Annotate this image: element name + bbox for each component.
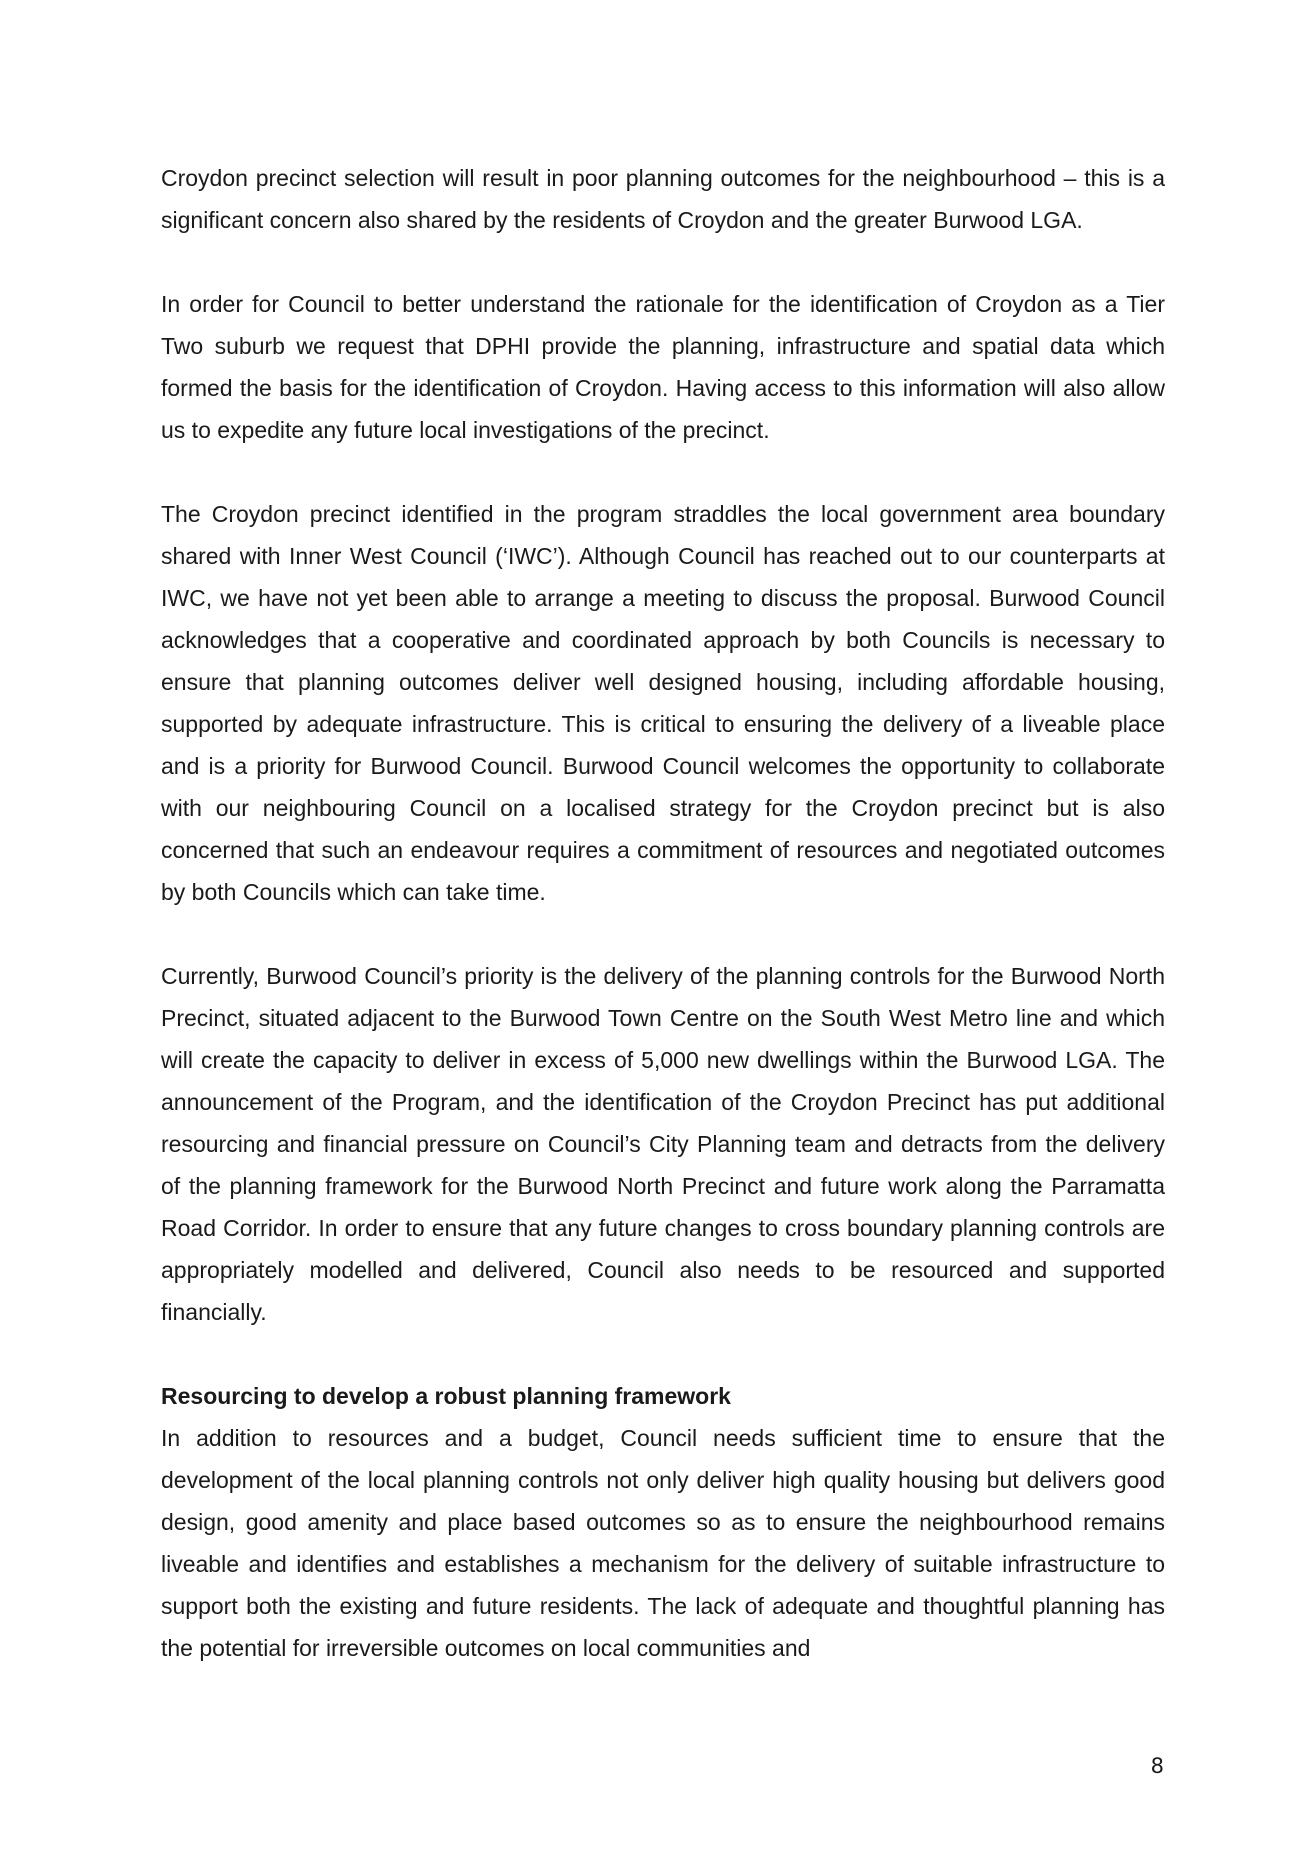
document-body (161, 157, 1165, 1669)
paragraph-croydon-selection: Croydon precinct selection will result in poor planning outcomes for the neighbourhood – this is a significant concern also shared by the residents of Croydon and the greater Burwood LGA. (161, 165, 1165, 233)
section-heading: Resourcing to develop a robust planning framework (161, 1383, 731, 1409)
paragraph-council-priority: Currently, Burwood Council’s priority is the delivery of the planning controls for the Burwood North Precinct, situated adjacent to the Burwood Town Centre on the South West Metro line and which will create the capacity to deliver in excess of 5,000 new dwellings within the Burwood LGA. The announcement of the Program, and the identification of the Croydon Precinct has put additional resourcing and financial pressure on Council’s City Planning team and detracts from the delivery of the planning framework for the Burwood North Precinct and future work along the Parramatta Road Corridor. In order to ensure that any future changes to cross boundary planning controls are appropriately modelled and delivered, Council also needs to be resourced and supported financially. (161, 963, 1165, 1325)
paragraph-gap (161, 241, 1165, 283)
paragraph-gap (161, 913, 1165, 955)
page-number: 8 (1150, 1754, 1164, 1778)
paragraph-cross-boundary: The Croydon precinct identified in the program straddles the local government area boundary shared with Inner West Council (‘IWC’). Although Council has reached out to our counterparts at IWC, we have not yet been able to arrange a meeting to discuss the proposal. Burwood Council acknowledges that a cooperative and coordinated approach by both Councils is necessary to ensure that planning outcomes deliver well designed housing, including affordable housing, supported by adequate infrastructure. This is critical to ensuring the delivery of a liveable place and is a priority for Burwood Council. Burwood Council welcomes the opportunity to collaborate with our neighbouring Council on a localised strategy for the Croydon precinct but is also concerned that such an endeavour requires a commitment of resources and negotiated outcomes by both Councils which can take time. (161, 501, 1165, 905)
paragraph-rationale-request: In order for Council to better understand the rationale for the identification of Croydon as a Tier Two suburb we request that DPHI provide the planning, infrastructure and spatial data which formed the basis for the identification of Croydon. Having access to this information will also allow us to expedite any future local investigations of the precinct. (161, 291, 1165, 443)
paragraph-resourcing: In addition to resources and a budget, Council needs sufficient time to ensure that the development of the local planning controls not only deliver high quality housing but delivers good design, good amenity and place based outcomes so as to ensure the neighbourhood remains liveable and identifies and establishes a mechanism for the delivery of suitable infrastructure to support both the existing and future residents. The lack of adequate and thoughtful planning has the potential for irreversible outcomes on local communities and (161, 1425, 1165, 1661)
paragraph-gap (161, 1333, 1165, 1375)
paragraph-gap (161, 451, 1165, 493)
